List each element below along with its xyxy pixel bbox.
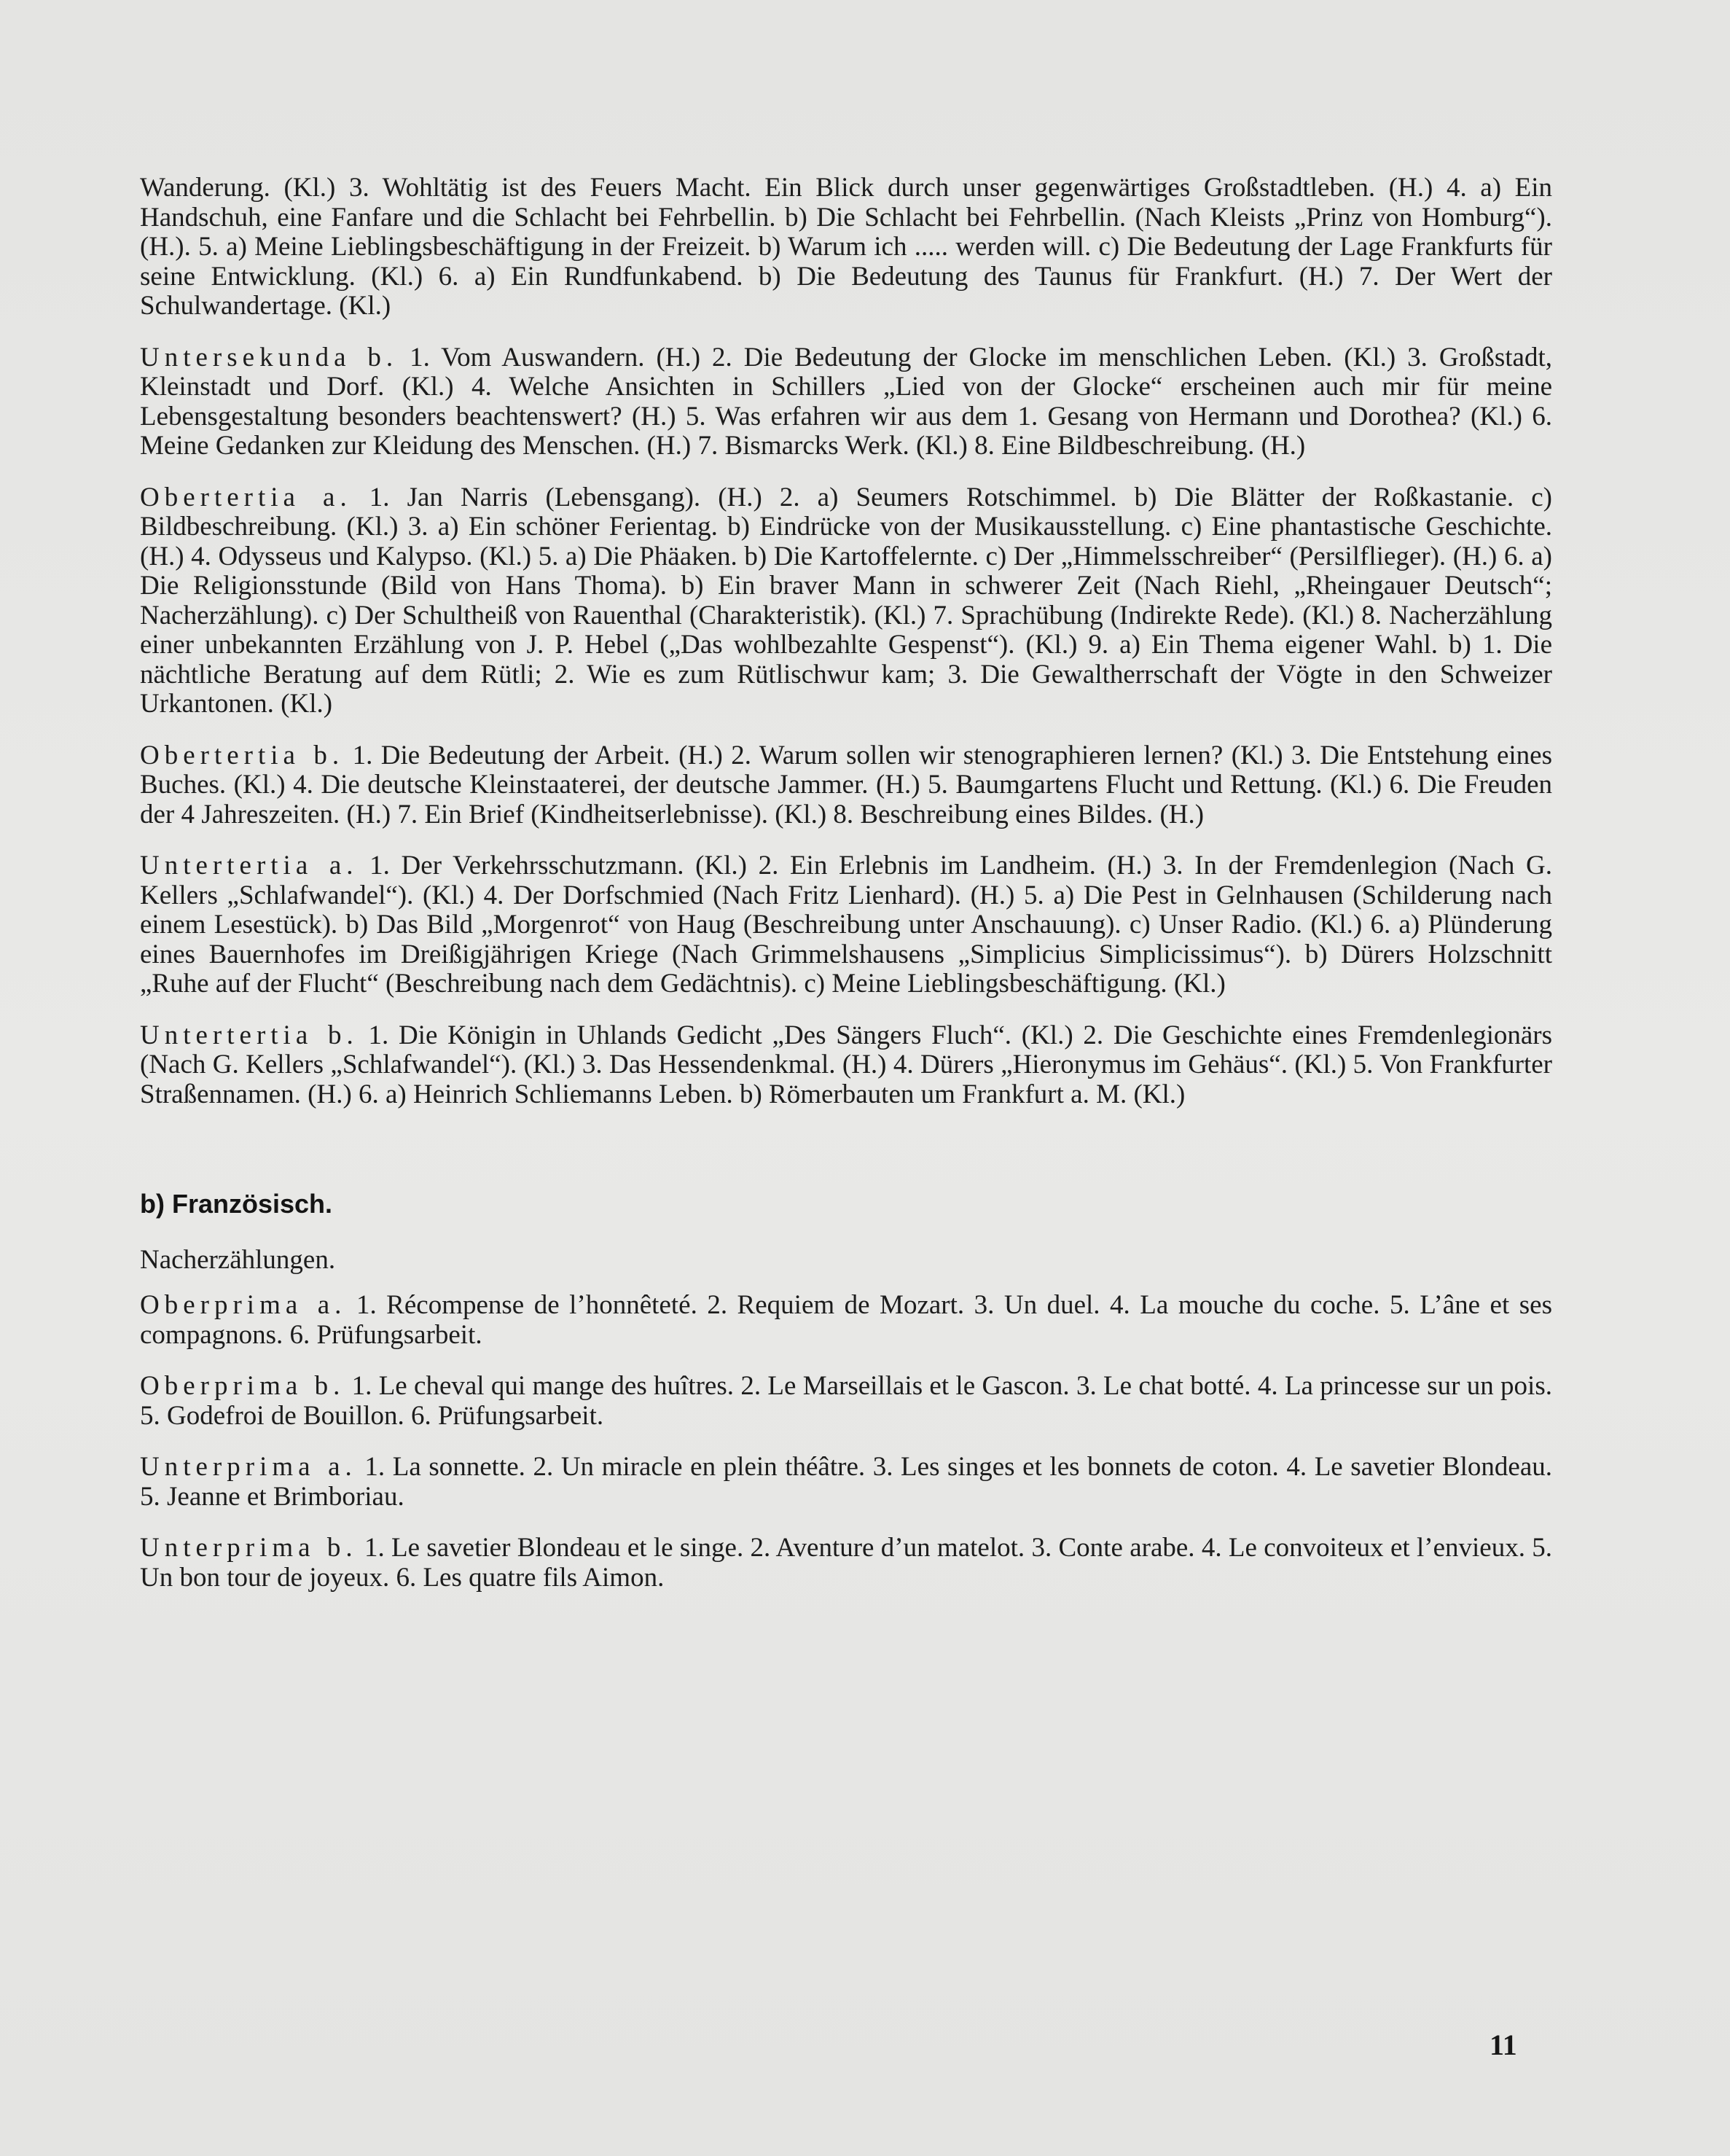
- page-body: [140, 173, 1552, 1614]
- paragraph-text: 1. Die Bedeutung der Arbeit. (H.) 2. Warum sollen wir stenographieren lernen? (Kl.) 3. Die Entstehung eines Buches. (Kl.) 4. Die deutsche Kleinstaaterei, der deutsche Jammer. (H.) 5. Baumgartens Flucht und Rettung. (Kl.) 6. Die Freuden der 4 Jahreszeiten. (H.) 7. Ein Brief (Kindheitserlebnisse). (Kl.) 8. Beschreibung eines Bildes. (H.): [140, 740, 1553, 829]
- paragraph-untersekunda-b: [140, 343, 1552, 461]
- page-number: 11: [1490, 2028, 1517, 2061]
- paragraph-text: 1. Die Königin in Uhlands Gedicht „Des Sängers Fluch“. (Kl.) 2. Die Geschichte eines Fremdenlegionärs (Nach G. Kellers „Schlafwandel“). (Kl.) 3. Das Hessendenkmal. (H.) 4. Dürers „Hieronymus im Gehäus“. (Kl.) 5. Von Frankfurter Straßennamen. (H.) 6. a) Heinrich Schliemanns Leben. b) Römerbauten um Frankfurt a. M. (Kl.): [140, 1020, 1553, 1109]
- class-name: Untertertia a.: [140, 851, 359, 880]
- paragraph-unterprima-a: [140, 1453, 1552, 1512]
- paragraph-untertertia-b: [140, 1021, 1552, 1110]
- class-name: Obertertia a.: [140, 482, 352, 512]
- paragraph-untertertia-a: [140, 851, 1552, 999]
- class-name: Unterprima b.: [140, 1533, 358, 1563]
- paragraph-text: 1. Jan Narris (Lebensgang). (H.) 2. a) Seumers Rotschimmel. b) Die Blätter der Roßkastanie. c) Bildbeschreibung. (Kl.) 3. a) Ein schöner Ferientag. b) Eindrücke von der Musikausstellung. c) Eine phantastische Geschichte. (H.) 4. Odysseus und Kalypso. (Kl.) 5. a) Die Phäaken. b) Die Kartoffelernte. c) Der „Himmelsschreiber“ (Persilflieger). (H.) 6. a) Die Religionsstunde (Bild von Hans Thoma). b) Ein braver Mann in schwerer Zeit (Nach Riehl, „Rheingauer Deutsch“; Nacherzählung). c) Der Schultheiß von Rauenthal (Charakteristik). (Kl.) 7. Sprachübung (Indirekte Rede). (Kl.) 8. Nacherzählung einer unbekannten Erzählung von J. P. Hebel („Das wohlbezahlte Gespenst“). (Kl.) 9. a) Ein Thema eigener Wahl. b) 1. Die nächtliche Beratung auf dem Rütli; 2. Wie es zum Rütlischwur kam; 3. Die Gewaltherrschaft der Vögte in den Schweizer Urkantonen. (Kl.): [140, 482, 1552, 719]
- paragraph-obertertia-a: [140, 483, 1552, 719]
- paragraph-text: 1. Der Verkehrsschutzmann. (Kl.) 2. Ein Erlebnis im Landheim. (H.) 3. In der Fremdenlegion (Nach G. Kellers „Schlafwandel“). (Kl.) 4. Der Dorfschmied (Nach Fritz Lienhard). (H.) 5. a) Die Pest in Gelnhausen (Schilderung nach einem Lesestück). b) Das Bild „Morgenrot“ von Haug (Beschreibung unter Anschauung). c) Unser Radio. (Kl.) 6. a) Plünderung eines Bauernhofes im Dreißigjährigen Kriege (Nach Grimmelshausens „Simplicius Simplicissimus“). b) Dürers Holzschnitt „Ruhe auf der Flucht“ (Beschreibung nach dem Gedächtnis). c) Meine Lieblingsbeschäftigung. (Kl.): [140, 851, 1552, 999]
- paragraph-continued: [140, 173, 1552, 321]
- class-name: Oberprima b.: [140, 1371, 345, 1401]
- section-subheading: Nacherzählungen.: [140, 1244, 336, 1275]
- class-name: Unterprima a.: [140, 1452, 357, 1482]
- paragraph-text: 1. Vom Auswandern. (H.) 2. Die Bedeutung der Glocke im menschlichen Leben. (Kl.) 3. Großstadt, Kleinstadt und Dorf. (Kl.) 4. Welche Ansichten in Schillers „Lied von der Glocke“ erscheinen auch mir für meine Lebensgestaltung besonders beachtenswert? (H.) 5. Was erfahren wir aus dem 1. Gesang von Hermann und Dorothea? (Kl.) 6. Meine Gedanken zur Kleidung des Menschen. (H.) 7. Bismarcks Werk. (Kl.) 8. Eine Bildbeschreibung. (H.): [140, 342, 1553, 461]
- class-name: Obertertia b.: [140, 740, 345, 770]
- paragraph-obertertia-b: [140, 741, 1552, 830]
- paragraph-unterprima-b: [140, 1534, 1552, 1593]
- paragraph-text: 1. Récompense de l’honnêteté. 2. Requiem de Mozart. 3. Un duel. 4. La mouche du coche. 5. L’âne et ses compagnons. 6. Prüfungsarbeit.: [140, 1290, 1552, 1350]
- section-heading-french: b) Französisch.: [140, 1189, 333, 1219]
- paragraph-oberprima-a: [140, 1291, 1552, 1350]
- paragraph-text: 1. La sonnette. 2. Un miracle en plein théâtre. 3. Les singes et les bonnets de coton. 4. Le savetier Blondeau. 5. Jeanne et Brimboriau.: [140, 1452, 1552, 1512]
- class-name: Untersekunda b.: [140, 342, 399, 372]
- paragraph-text: 1. Le savetier Blondeau et le singe. 2. Aventure d’un matelot. 3. Conte arabe. 4. Le convoiteux et l’envieux. 5. Un bon tour de joyeux. 6. Les quatre fils Aimon.: [140, 1533, 1553, 1593]
- class-name: Oberprima a.: [140, 1290, 347, 1320]
- paragraph-text: Wanderung. (Kl.) 3. Wohltätig ist des Feuers Macht. Ein Blick durch unser gegenwärtiges Großstadtleben. (H.) 4. a) Ein Handschuh, eine Fanfare und die Schlacht bei Fehrbellin. b) Die Schlacht bei Fehrbellin. (Nach Kleists „Prinz von Homburg“). (H.). 5. a) Meine Lieblingsbeschäftigung in der Freizeit. b) Warum ich ..... werden will. c) Die Bedeutung der Lage Frankfurts für seine Entwicklung. (Kl.) 6. a) Ein Rundfunkabend. b) Die Bedeutung des Taunus für Frankfurt. (H.) 7. Der Wert der Schulwandertage. (Kl.): [140, 173, 1552, 321]
- paragraph-text: 1. Le cheval qui mange des huîtres. 2. Le Marseillais et le Gascon. 3. Le chat botté. 4. La princesse sur un pois. 5. Godefroi de Bouillon. 6. Prüfungsarbeit.: [140, 1371, 1552, 1431]
- paragraph-oberprima-b: [140, 1372, 1552, 1431]
- class-name: Untertertia b.: [140, 1020, 359, 1050]
